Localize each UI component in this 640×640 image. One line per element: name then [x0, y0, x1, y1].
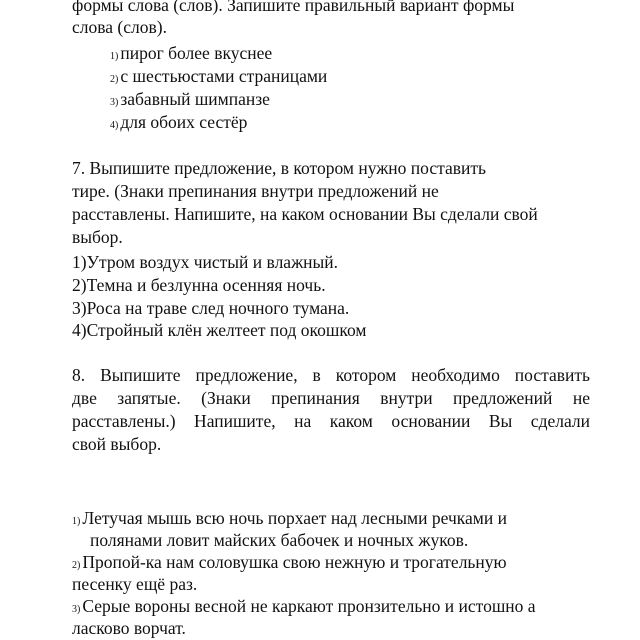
option-line-continued: песенку ещё раз. — [72, 574, 198, 594]
intro-text-line-2: слова (слов). — [72, 17, 167, 37]
question-7-text-line: 7. Выпишите предложение, в котором нужно поставить — [72, 158, 486, 178]
question-8-text-line: 8. Выпишите предложение, в котором необходимо поставить — [72, 365, 590, 385]
option-line-continued: полянами ловит майских бабочек и ночных жуков. — [90, 530, 469, 550]
intro-option — [110, 111, 247, 137]
option-text: Серые вороны весной не каркают пронзительно и истошно а — [82, 596, 536, 616]
question-7-text-line: расставлены. Напишите, на каком основании Вы сделали свой — [72, 204, 538, 224]
question-7-text-line: выбор. — [72, 227, 123, 247]
option-text: забавный шимпанзе — [120, 89, 270, 109]
question-7-option: 4)Стройный клён желтеет под окошком — [72, 320, 367, 340]
question-8-text-line: две запятые. (Знаки препинания внутри предложений не — [72, 388, 590, 408]
option-number: 3) — [110, 97, 119, 108]
option-number: 3) — [72, 604, 81, 615]
option-number: 1) — [72, 516, 81, 527]
option-text: пирог более вкуснее — [120, 43, 273, 63]
option-text: Летучая мышь всю ночь порхает над лесными речками и — [82, 508, 507, 528]
option-text: для обоих сестёр — [120, 112, 248, 132]
option-text: с шестьюстами страницами — [120, 66, 328, 86]
question-7-option: 1)Утром воздух чистый и влажный. — [72, 252, 339, 272]
question-7-option: 3)Роса на траве след ночного тумана. — [72, 298, 350, 318]
question-8-text-line: расставлены.) Напишите, на каком основании Вы сделали — [72, 411, 590, 431]
option-number: 4) — [110, 120, 119, 131]
option-line-continued: ласково ворчат. — [72, 618, 186, 638]
question-7-text-line: тире. (Знаки препинания внутри предложений не — [72, 181, 439, 201]
intro-text-line-1: формы слова (слов). Запишите правильный вариант формы — [72, 0, 515, 15]
option-number: 2) — [72, 560, 81, 571]
option-number: 2) — [110, 74, 119, 85]
option-number: 1) — [110, 51, 119, 62]
question-8-text-line: свой выбор. — [72, 434, 162, 454]
question-7-option: 2)Темна и безлунна осенняя ночь. — [72, 275, 326, 295]
option-text: Пропой-ка нам соловушка свою нежную и трогательную — [82, 552, 507, 572]
